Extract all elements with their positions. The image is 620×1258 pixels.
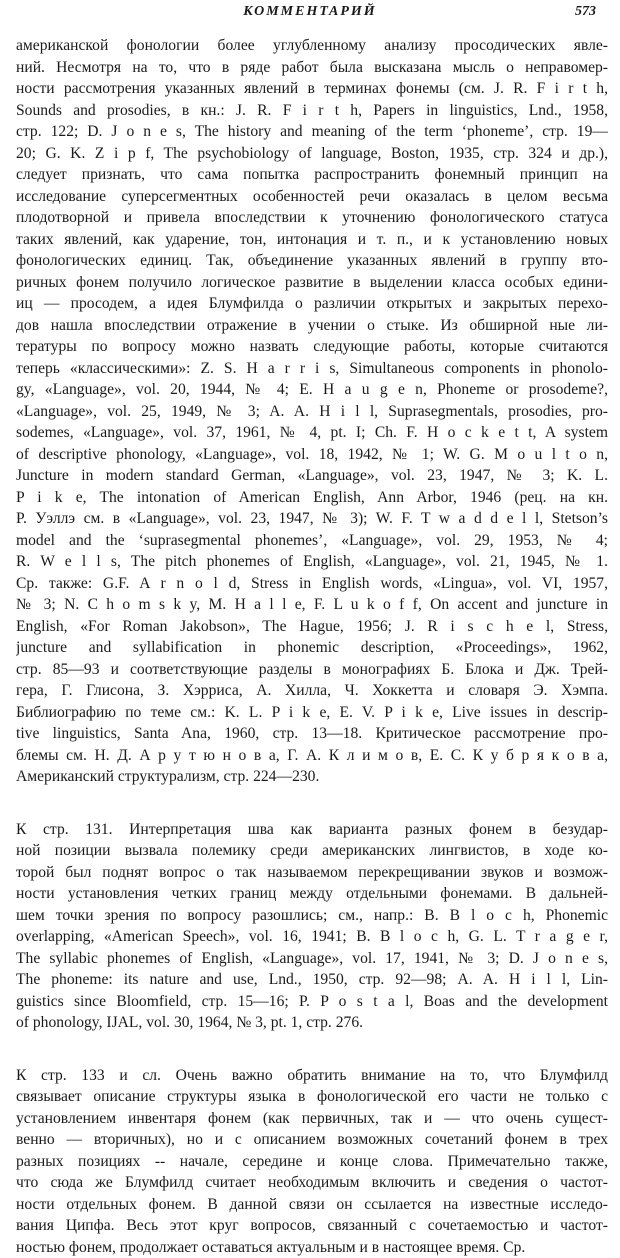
text-line: P i k e, The intonation of American English, Ann Arbor, 1946 (рец. на кн. — [16, 487, 608, 509]
text-line: gy, «Language», vol. 20, 1944, № 4; E. H a u g e n, Phoneme or prosodeme?, — [16, 379, 608, 401]
text-line: шем точки зрения по вопросу разошлись; см., напр.: B. B l o c h, Phonemic — [16, 905, 608, 927]
text-line: guistics since Bloomfield, стр. 15—16; P. P o s t a l, Boas and the development — [16, 991, 608, 1013]
text-line: связывает описание структуры языка в фонологической его части не только с — [16, 1086, 608, 1108]
text-line: следует признать, что сама попытка распространить фонемный принцип на — [16, 164, 608, 186]
text-line: P. Уэллэ см. в «Language», vol. 23, 1947, № 3); W. F. T w a d d e l l, Stetson’s — [16, 508, 608, 530]
text-line: разных позициях -- начале, середине и конце слова. Примечательно также, — [16, 1151, 608, 1173]
paragraph-gap — [16, 1034, 608, 1065]
text-line: теперь «классическими»: Z. S. H a r r i s, Simultaneous components in phonolo- — [16, 358, 608, 380]
text-line: model and the ‘suprasegmental phonemes’, «Language», vol. 29, 1953, № 4; — [16, 530, 608, 552]
text-line: overlapping, «American Speech», vol. 16, 1941; B. B l o c h, G. L. T r a g e r, — [16, 926, 608, 948]
text-line: блемы см. Н. Д. А р у т ю н о в а, Г. А. К л и м о в, Е. С. К у б р я к о в а, — [16, 745, 608, 767]
text-line: № 3; N. C h o m s k y, M. H a l l e, F. L u k o f f, On accent and juncture in — [16, 594, 608, 616]
text-line: Американский структурализм, стр. 224—230. — [16, 766, 608, 788]
page-number: 573 — [575, 4, 596, 20]
text-line: стр. 122; D. J o n e s, The history and meaning of the term ‘phoneme’, стр. 19— — [16, 121, 608, 143]
text-line: тературы по вопросу можно назвать следующие работы, которые считаются — [16, 336, 608, 358]
text-line: The syllabic phonemes of English, «Language», vol. 17, 1941, № 3; D. J o n e s, — [16, 948, 608, 970]
text-line: ности рассмотрения указанных явлений в терминах фонемы (см. J. R. F i r t h, — [16, 78, 608, 100]
text-line: English, «For Roman Jakobson», The Hague, 1956; J. R i s c h e l, Stress, — [16, 616, 608, 638]
text-line: фонологических единиц. Так, объединение указанных явлений в группу вто- — [16, 250, 608, 272]
paragraph-gap — [16, 788, 608, 819]
running-head-title: КОММЕНТАРИЙ — [0, 4, 620, 20]
text-line: гера, Г. Глисона, З. Хэрриса, А. Хилла, Ч. Хоккетта и словаря Э. Хэмпа. — [16, 680, 608, 702]
text-line: Juncture in modern standard German, «Language», vol. 23, 1947, № 3; K. L. — [16, 465, 608, 487]
text-line: juncture and syllabification in phonemic description, «Proceedings», 1962, — [16, 637, 608, 659]
text-line: of descriptive phonology, «Language», vol. 18, 1942, № 1; W. G. M o u l t o n, — [16, 444, 608, 466]
text-line: ной позиции вызвала полемику среди американских лингвистов, в ходе ко- — [16, 840, 608, 862]
text-line: К стр. 133 и сл. Очень важно обратить внимание на то, что Блумфилд — [16, 1065, 608, 1087]
text-line: Библиографию по теме см.: K. L. P i k e, E. V. P i k e, Live issues in descrip- — [16, 702, 608, 724]
text-line: стр. 85—93 и соответствующие разделы в монографиях Б. Блока и Дж. Трей- — [16, 659, 608, 681]
text-line: of phonology, IJAL, vol. 30, 1964, № 3, pt. 1, стр. 276. — [16, 1012, 608, 1034]
text-line: tive linguistics, Santa Ana, 1960, стр. 13—18. Критическое рассмотрение про- — [16, 723, 608, 745]
running-head — [0, 4, 620, 26]
text-line: исследование суперсегментных особенностей речи оказалась в целом весьма — [16, 186, 608, 208]
paragraph — [16, 819, 608, 1034]
text-line: ности установления четких границ между отдельными фонемами. В дальней- — [16, 883, 608, 905]
text-line: Sounds and prosodies, в кн.: J. R. F i r t h, Papers in linguistics, Lnd., 1958, — [16, 100, 608, 122]
text-line: ричных фонем получило логическое развитие в выделении класса особых едини- — [16, 272, 608, 294]
text-line: R. W e l l s, The pitch phonemes of English, «Language», vol. 21, 1945, № 1. — [16, 551, 608, 573]
paragraph — [16, 1065, 608, 1258]
text-line: The phoneme: its nature and use, Lnd., 1950, стр. 92—98; A. A. H i l l, Lin- — [16, 969, 608, 991]
text-line: американской фонологии более углубленному анализу просодических явле- — [16, 35, 608, 57]
commentary-body — [16, 35, 608, 1258]
text-line: плодотворной и привела впоследствии к уточнению фонологического статуса — [16, 207, 608, 229]
text-line: вания Ципфа. Весь этот круг вопросов, связанный с сочетаемостью и частот- — [16, 1215, 608, 1237]
text-line: 20; G. K. Z i p f, The psychobiology of language, Boston, 1935, стр. 324 и др.), — [16, 143, 608, 165]
text-line: ностью фонем, продолжает оставаться актуальным и в настоящее время. Ср. — [16, 1237, 608, 1258]
text-line: торой был поднят вопрос о так называемом перекрещивании звуков и возмож- — [16, 862, 608, 884]
text-line: венно — вторичных), но и с описанием возможных сочетаний фонем в трех — [16, 1129, 608, 1151]
text-line: ности отдельных фонем. В данной связи он ссылается на известные исследо- — [16, 1194, 608, 1216]
text-line: К стр. 131. Интерпретация шва как варианта разных фонем в безудар- — [16, 819, 608, 841]
paragraph — [16, 35, 608, 788]
text-line: ний. Несмотря на то, что в ряде работ была высказана мысль о неправомер- — [16, 57, 608, 79]
text-line: что сюда же Блумфилд считает необходимым включить и сведения о частот- — [16, 1172, 608, 1194]
text-line: дов нашла впоследствии отражение в учении о стыке. Из обширной ные ли- — [16, 315, 608, 337]
text-line: sodemes, «Language», vol. 37, 1961, № 4, pt. I; Ch. F. H o c k e t t, A system — [16, 422, 608, 444]
text-line: таких явлений, как ударение, тон, интонация и т. п., и к установлению новых — [16, 229, 608, 251]
text-line: «Language», vol. 25, 1949, № 3; A. A. H i l l, Suprasegmentals, prosodies, pro- — [16, 401, 608, 423]
text-line: Ср. также: G.F. A r n o l d, Stress in English words, «Lingua», vol. VI, 1957, — [16, 573, 608, 595]
text-line: установлением инвентаря фонем (как первичных, так и — что очень сущест- — [16, 1108, 608, 1130]
text-line: иц — просодем, а идея Блумфилда о различии открытых и закрытых перехо- — [16, 293, 608, 315]
